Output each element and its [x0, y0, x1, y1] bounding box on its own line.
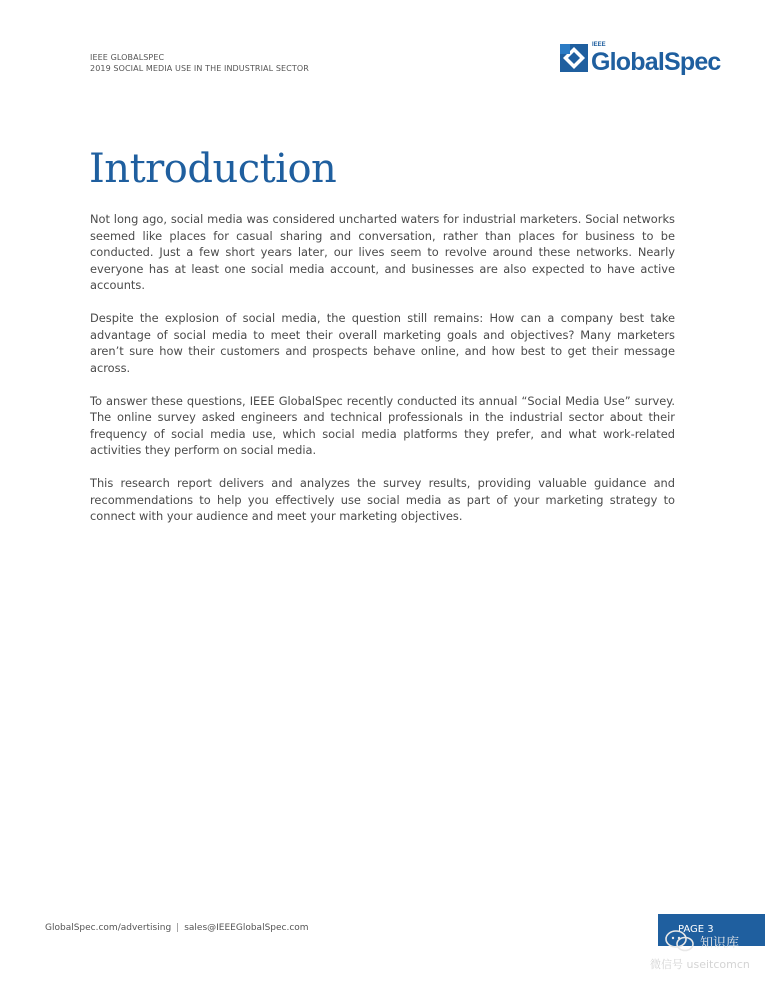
header-report-title: 2019 SOCIAL MEDIA USE IN THE INDUSTRIAL SECTOR: [90, 64, 309, 73]
sales-email-link[interactable]: sales@IEEEGlobalSpec.com: [184, 923, 309, 933]
paragraph: To answer these questions, IEEE GlobalSpec recently conducted its annual “Social Media Use” survey. The online survey asked engineers and technical professionals in the industrial sector about their frequency of social media use, which social media platforms they prefer, and what work-related activities they perform on social media.: [90, 393, 675, 457]
footer-separator: |: [176, 923, 180, 933]
watermark: [650, 928, 765, 978]
logo-name: GlobalSpec: [591, 48, 721, 76]
paragraph: This research report delivers and analyzes the survey results, providing valuable guidance and recommendations to help you effectively use social media as part of your marketing strategy to connect with your audience and meet your marketing objectives.: [90, 476, 675, 523]
logo-ieee-text: IEEE: [592, 42, 606, 48]
paragraph: Not long ago, social media was considered uncharted waters for industrial marketers. Social networks seemed like places for casual sharing and conversation, rather than places for business to be conducted. Just a few short years later, our lives seem to revolve around these networks. Nearly everyone has at least one social media account, and businesses are also expected to have active accounts.: [90, 212, 675, 292]
paragraph: Despite the explosion of social media, the question still remains: How can a company best take advantage of social media to meet their overall marketing goals and objectives? Many marketers aren’t sure how their customers and prospects behave online, and how best to get their message across.: [90, 311, 675, 375]
page-title: Introduction: [89, 146, 337, 192]
advertising-link[interactable]: GlobalSpec.com/advertising: [45, 923, 172, 933]
page-header: [90, 52, 309, 74]
header-org: IEEE GLOBALSPEC: [90, 53, 165, 62]
wechat-icon: [665, 930, 695, 952]
page-number: PAGE 3: [678, 924, 714, 935]
globalspec-diamond-icon: [560, 44, 588, 72]
globalspec-logo: [560, 42, 725, 82]
footer: [45, 923, 309, 933]
body-text: [90, 211, 675, 541]
watermark-subtitle: 微信号 useitcomcn: [650, 958, 750, 971]
watermark-title: 知识库: [700, 936, 740, 951]
